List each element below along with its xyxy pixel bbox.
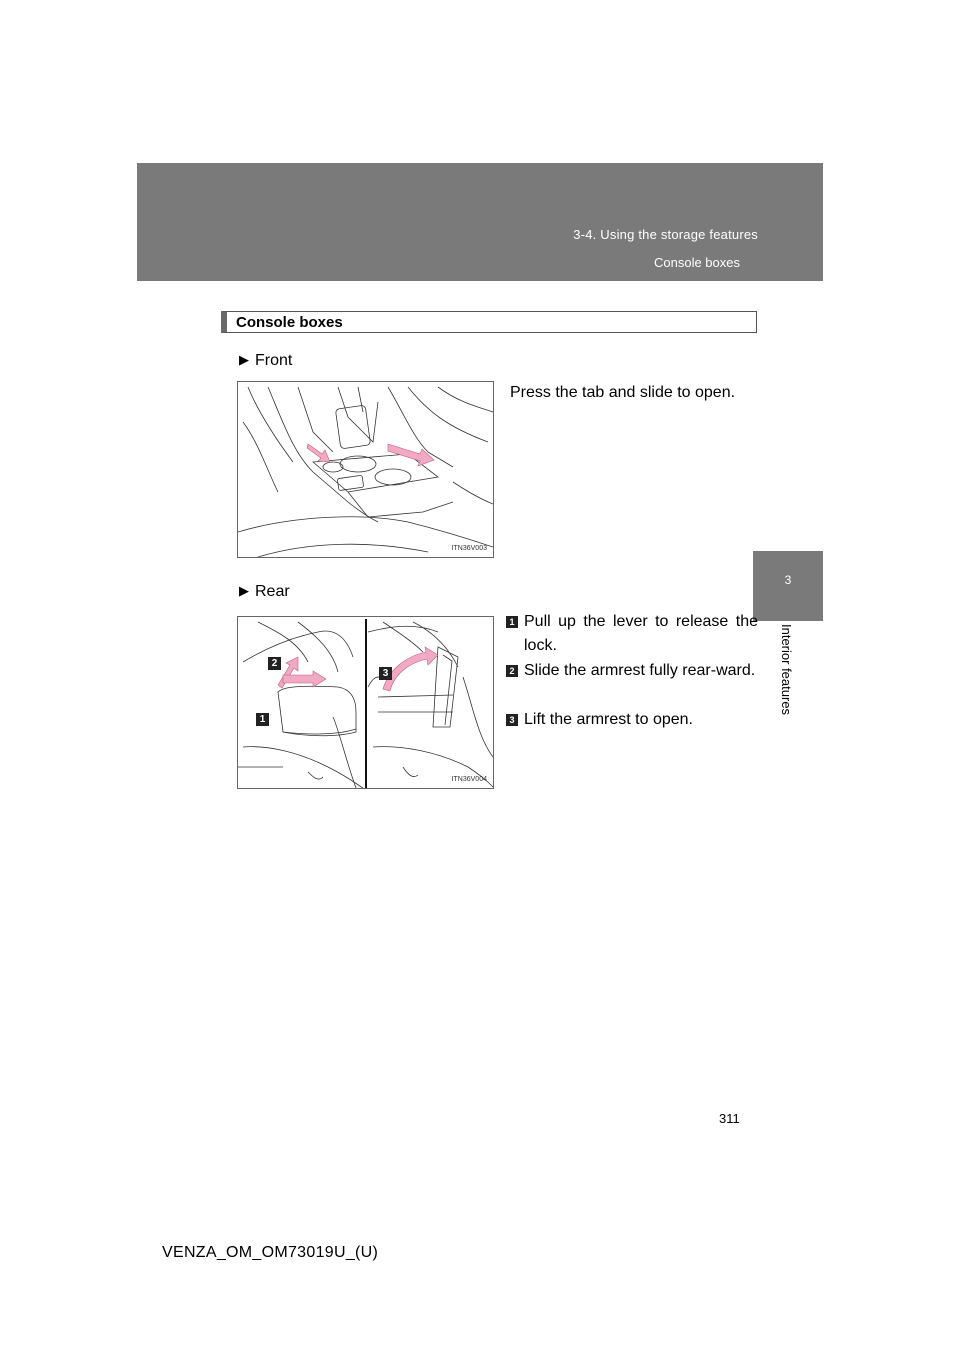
front-console-illustration: [238, 382, 493, 557]
front-console-figure: [237, 381, 494, 558]
rear-step: [506, 610, 758, 658]
triangle-bullet-icon: ▶: [239, 583, 249, 598]
section-title: Console boxes: [236, 314, 343, 331]
front-figure-code: ITN36V003: [451, 545, 487, 552]
page-header-band: [137, 163, 823, 281]
step-text: Pull up the lever to release the lock.: [524, 613, 758, 654]
document-id: VENZA_OM_OM73019U_(U): [162, 1244, 379, 1261]
rear-heading: [239, 583, 290, 601]
front-instruction: Press the tab and slide to open.: [510, 384, 736, 401]
chapter-number: 3: [784, 573, 792, 587]
triangle-bullet-icon: ▶: [239, 352, 249, 367]
page-number: 311: [719, 1111, 740, 1126]
rear-step: [506, 659, 758, 683]
front-label: Front: [255, 352, 293, 369]
rear-label: Rear: [255, 583, 290, 600]
chapter-tab: [753, 551, 823, 621]
rear-armrest-illustration: [238, 617, 493, 788]
step-number-badge: 3: [506, 714, 518, 726]
callout-badge: 2: [268, 657, 281, 670]
rear-step: [506, 708, 758, 732]
step-number-badge: 1: [506, 616, 518, 628]
callout-badge: 1: [256, 713, 269, 726]
chapter-title: Interior features: [779, 624, 794, 716]
section-heading-box: [221, 311, 757, 333]
callout-badge: 3: [379, 667, 392, 680]
rear-armrest-figure: [237, 616, 494, 789]
step-text: Lift the armrest to open.: [524, 711, 693, 728]
step-number-badge: 2: [506, 665, 518, 677]
front-heading: [239, 352, 292, 370]
header-section-title: 3-4. Using the storage features: [573, 227, 758, 242]
step-text: Slide the armrest fully rear-ward.: [524, 662, 756, 679]
rear-figure-code: ITN36V004: [451, 776, 487, 783]
header-subsection-title: Console boxes: [654, 255, 740, 270]
